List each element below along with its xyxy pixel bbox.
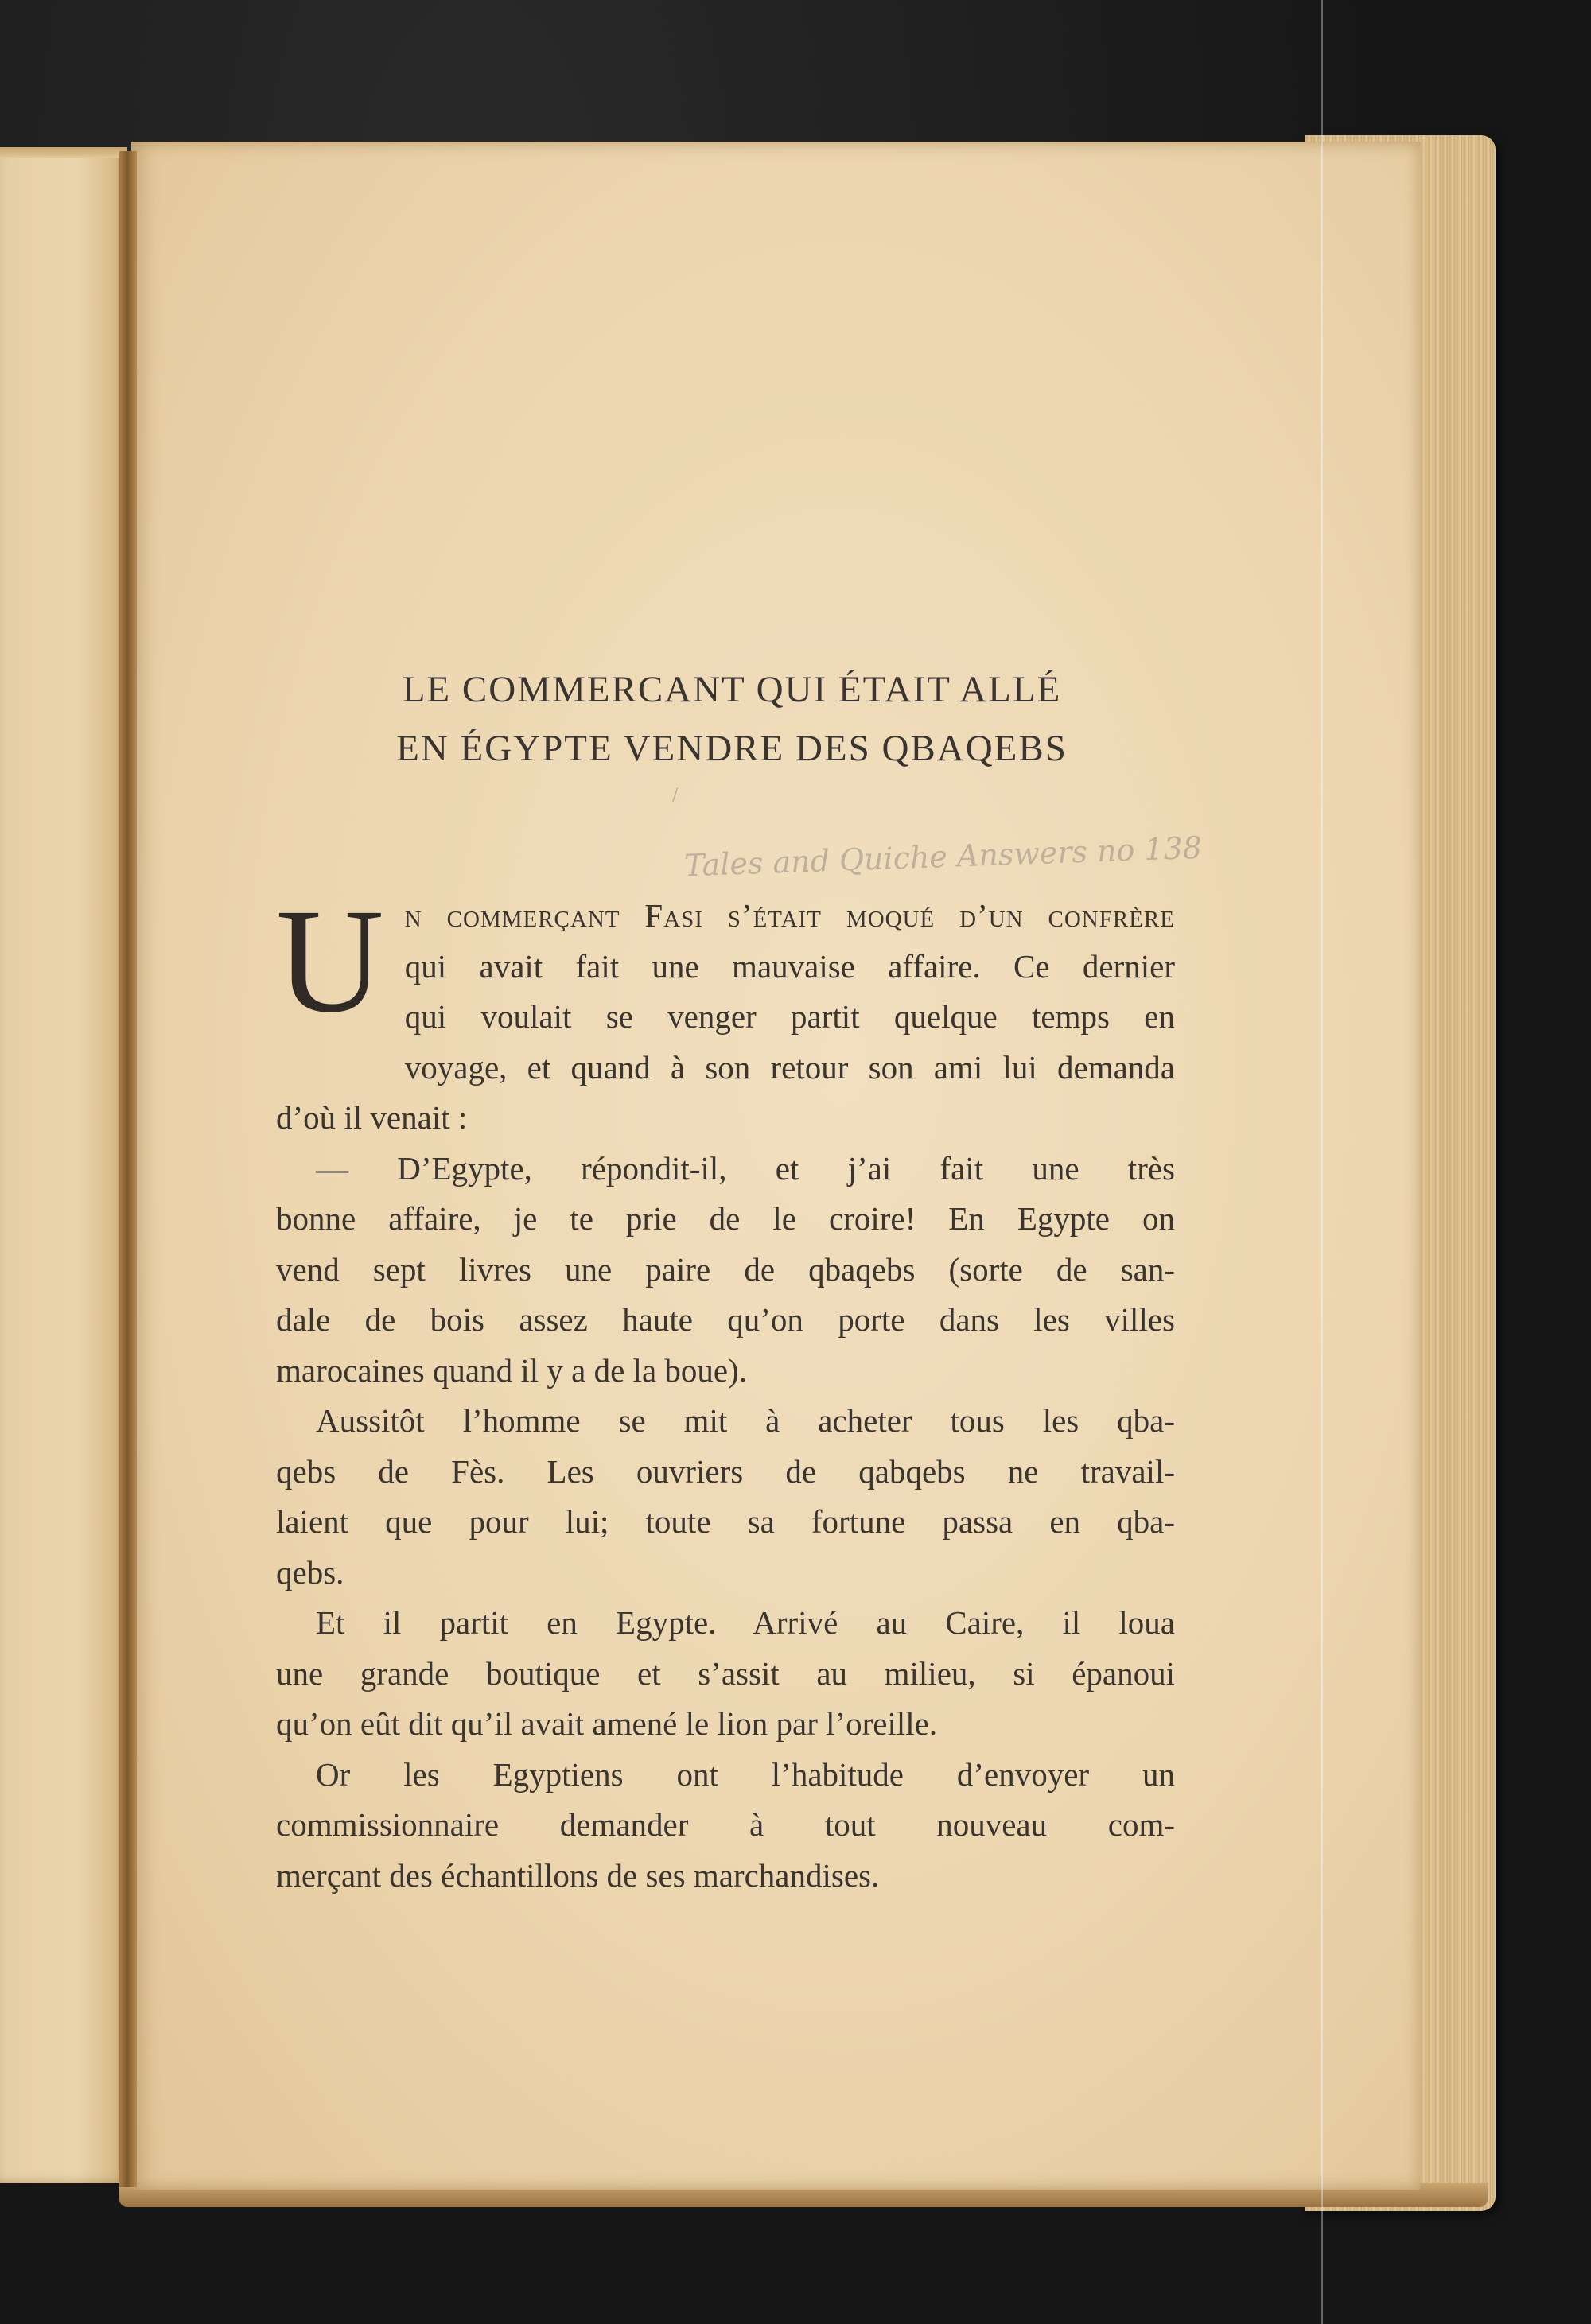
story-line: qebs.	[276, 1553, 344, 1591]
chapter-title-line-2: EN ÉGYPTE VENDRE DES QBAQEBS	[396, 728, 1068, 769]
left-page	[0, 147, 127, 2183]
story-line	[276, 891, 1175, 942]
story-line: commissionnaire demander à tout nouveau com-	[276, 1806, 1175, 1843]
paragraph-3	[276, 1396, 1175, 1598]
story-line: Et il partit en Egypte. Arrivé au Caire, il loua	[316, 1604, 1175, 1641]
paragraph-4	[276, 1598, 1175, 1750]
chapter-title	[270, 660, 1193, 778]
story-line: dale de bois assez haute qu’on porte dans les villes	[276, 1301, 1175, 1338]
story-line: qui voulait se venger partit quelque temps en	[404, 998, 1175, 1035]
story-line: voyage, et quand à son retour son ami lui demanda	[404, 1048, 1175, 1086]
chapter-title-line-1: LE COMMERCANT QUI ÉTAIT ALLÉ	[402, 669, 1062, 710]
story-line: — D’Egypte, répondit-il, et j’ai fait une très	[316, 1149, 1175, 1187]
story-line: Aussitôt l’homme se mit à acheter tous les qba-	[316, 1402, 1175, 1439]
story-line: qebs de Fès. Les ouvriers de qabqebs ne travail-	[276, 1452, 1175, 1490]
story-line-text: n commerçant Fasi s’était moqué d’un confrère	[404, 897, 1175, 934]
sleeve-reflection	[1321, 0, 1323, 2324]
story-line: une grande boutique et s’assit au milieu, si épanoui	[276, 1654, 1175, 1692]
story-line: Or les Egyptiens ont l’habitude d’envoyer un	[316, 1755, 1175, 1793]
story-line: qu’on eût dit qu’il avait amené le lion par l’oreille.	[276, 1705, 938, 1742]
paragraph-5	[276, 1750, 1175, 1902]
drop-cap: U	[276, 877, 384, 1043]
handwritten-annotation: Tales and Quiche Answers no 138	[683, 830, 1203, 884]
paragraph-2	[276, 1144, 1175, 1397]
left-page-top-edge	[0, 147, 127, 158]
book-gutter	[119, 151, 137, 2187]
pencil-mark: /	[672, 783, 679, 806]
story-line: merçant des échantillons de ses marchandises.	[276, 1856, 880, 1894]
paragraph-1	[276, 877, 1175, 1144]
story-line: marocaines quand il y a de la boue).	[276, 1351, 747, 1389]
story-line: qui avait fait une mauvaise affaire. Ce dernier	[404, 947, 1175, 985]
story-body	[276, 877, 1175, 1901]
story-line: vend sept livres une paire de qbaqebs (sorte de san-	[276, 1250, 1175, 1288]
story-line: laient que pour lui; toute sa fortune passa en qba-	[276, 1503, 1175, 1540]
story-line: d’où il venait :	[276, 1099, 468, 1136]
story-line: bonne affaire, je te prie de le croire! En Egypte on	[276, 1200, 1175, 1237]
